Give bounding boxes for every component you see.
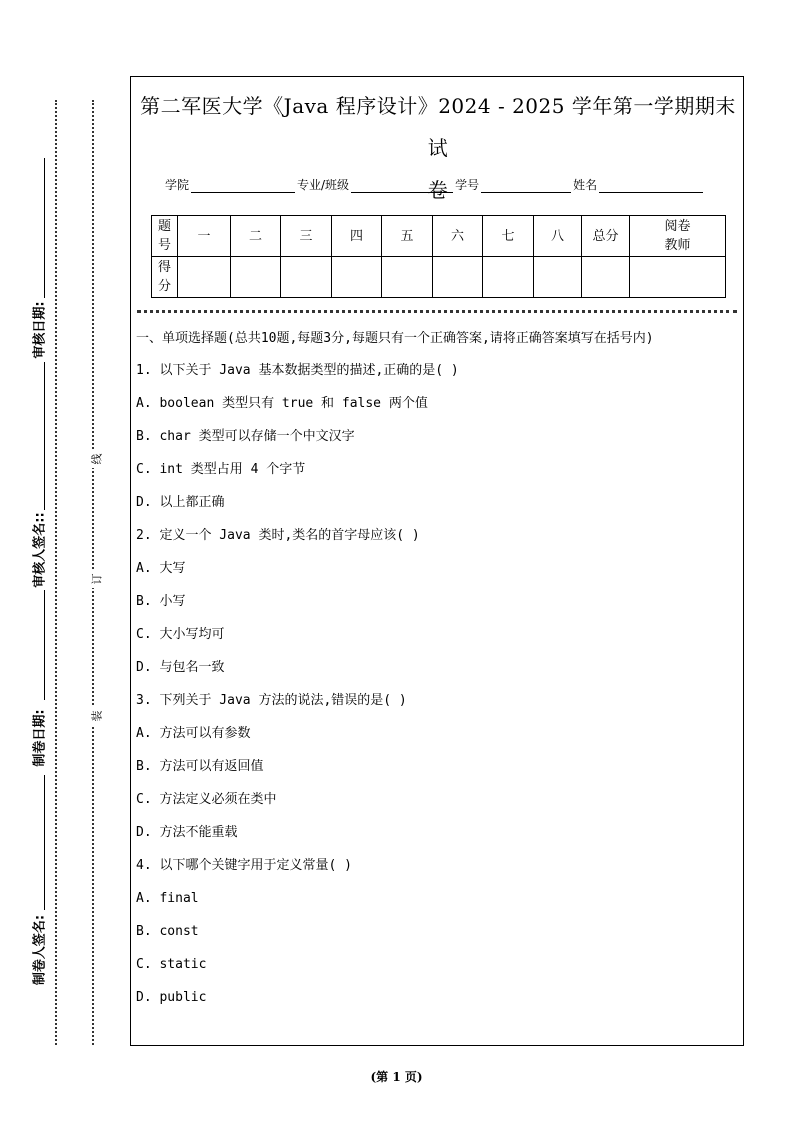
score-cell[interactable] [382,257,433,298]
section-1-heading: 一、单项选择题(总共10题,每题3分,每题只有一个正确答案,请将正确答案填写在括号内) [136,331,654,346]
college-field[interactable] [191,178,295,193]
reviewer-sign-line [44,362,45,510]
score-cell-total[interactable] [582,257,630,298]
option-d: D. 以上都正确 [136,495,225,510]
cut-mark-xian: 线 [90,450,104,468]
option-d: D. 方法不能重载 [136,825,238,840]
col-3: 三 [281,216,332,257]
maker-sign-line [44,775,45,910]
score-cell[interactable] [332,257,382,298]
question-number-header: 题 号 [152,216,178,257]
option-d: D. 与包名一致 [136,660,225,675]
question-1 [136,354,740,519]
col-grader: 阅卷 教师 [630,216,726,257]
student-id-field[interactable] [481,178,571,193]
cut-mark-ding: 订 [90,570,104,588]
binding-dotted-line-outer [55,100,57,1045]
col-total: 总分 [582,216,630,257]
option-a: A. boolean 类型只有 true 和 false 两个值 [136,396,428,411]
option-c: C. static [136,957,207,972]
page-number: (第 1 页) [370,1070,423,1084]
question-stem: 2. 定义一个 Java 类时,类名的首字母应该( ) [136,528,420,543]
student-info-row [165,173,705,193]
student-id-label: 学号 [455,178,480,192]
exam-title-line1: 第二军医大学《Java 程序设计》2024 - 2025 学年第一学期期末试 [140,94,736,160]
maker-date-line [44,590,45,700]
score-cell[interactable] [178,257,231,298]
col-7: 七 [483,216,534,257]
reviewer-date-line [44,158,45,298]
separator-dotted-line [137,310,737,313]
col-8: 八 [534,216,582,257]
exam-frame [130,76,744,1046]
option-c: C. 方法定义必须在类中 [136,792,277,807]
exam-title-line2: 卷 [427,178,449,202]
option-c: C. int 类型占用 4 个字节 [136,462,306,477]
name-label: 姓名 [573,178,598,192]
option-b: B. char 类型可以存储一个中文汉字 [136,429,355,444]
score-table-score-row [152,257,726,298]
question-2 [136,519,740,684]
option-a: A. final [136,891,199,906]
option-a: A. 方法可以有参数 [136,726,251,741]
option-b: B. 小写 [136,594,186,609]
score-cell[interactable] [433,257,483,298]
question-3 [136,684,740,849]
major-class-label: 专业/班级 [297,178,350,192]
col-4: 四 [332,216,382,257]
score-cell[interactable] [231,257,281,298]
option-d: D. public [136,990,207,1005]
question-stem: 1. 以下关于 Java 基本数据类型的描述,正确的是( ) [136,363,459,378]
option-b: B. 方法可以有返回值 [136,759,264,774]
score-cell-grader[interactable] [630,257,726,298]
question-4 [136,849,740,1014]
score-table [151,215,726,298]
major-class-field[interactable] [351,178,453,193]
score-cell[interactable] [281,257,332,298]
score-row-header: 得 分 [152,257,178,298]
col-6: 六 [433,216,483,257]
option-a: A. 大写 [136,561,186,576]
score-cell[interactable] [483,257,534,298]
question-stem: 4. 以下哪个关键字用于定义常量( ) [136,858,352,873]
cut-mark-zhuang: 装 [90,707,104,725]
score-cell[interactable] [534,257,582,298]
option-c: C. 大小写均可 [136,627,225,642]
name-field[interactable] [599,178,703,193]
section-1 [136,328,740,1014]
college-label: 学院 [165,178,190,192]
score-table-header-row [152,216,726,257]
option-b: B. const [136,924,199,939]
question-stem: 3. 下列关于 Java 方法的说法,错误的是( ) [136,693,407,708]
col-2: 二 [231,216,281,257]
col-5: 五 [382,216,433,257]
col-1: 一 [178,216,231,257]
